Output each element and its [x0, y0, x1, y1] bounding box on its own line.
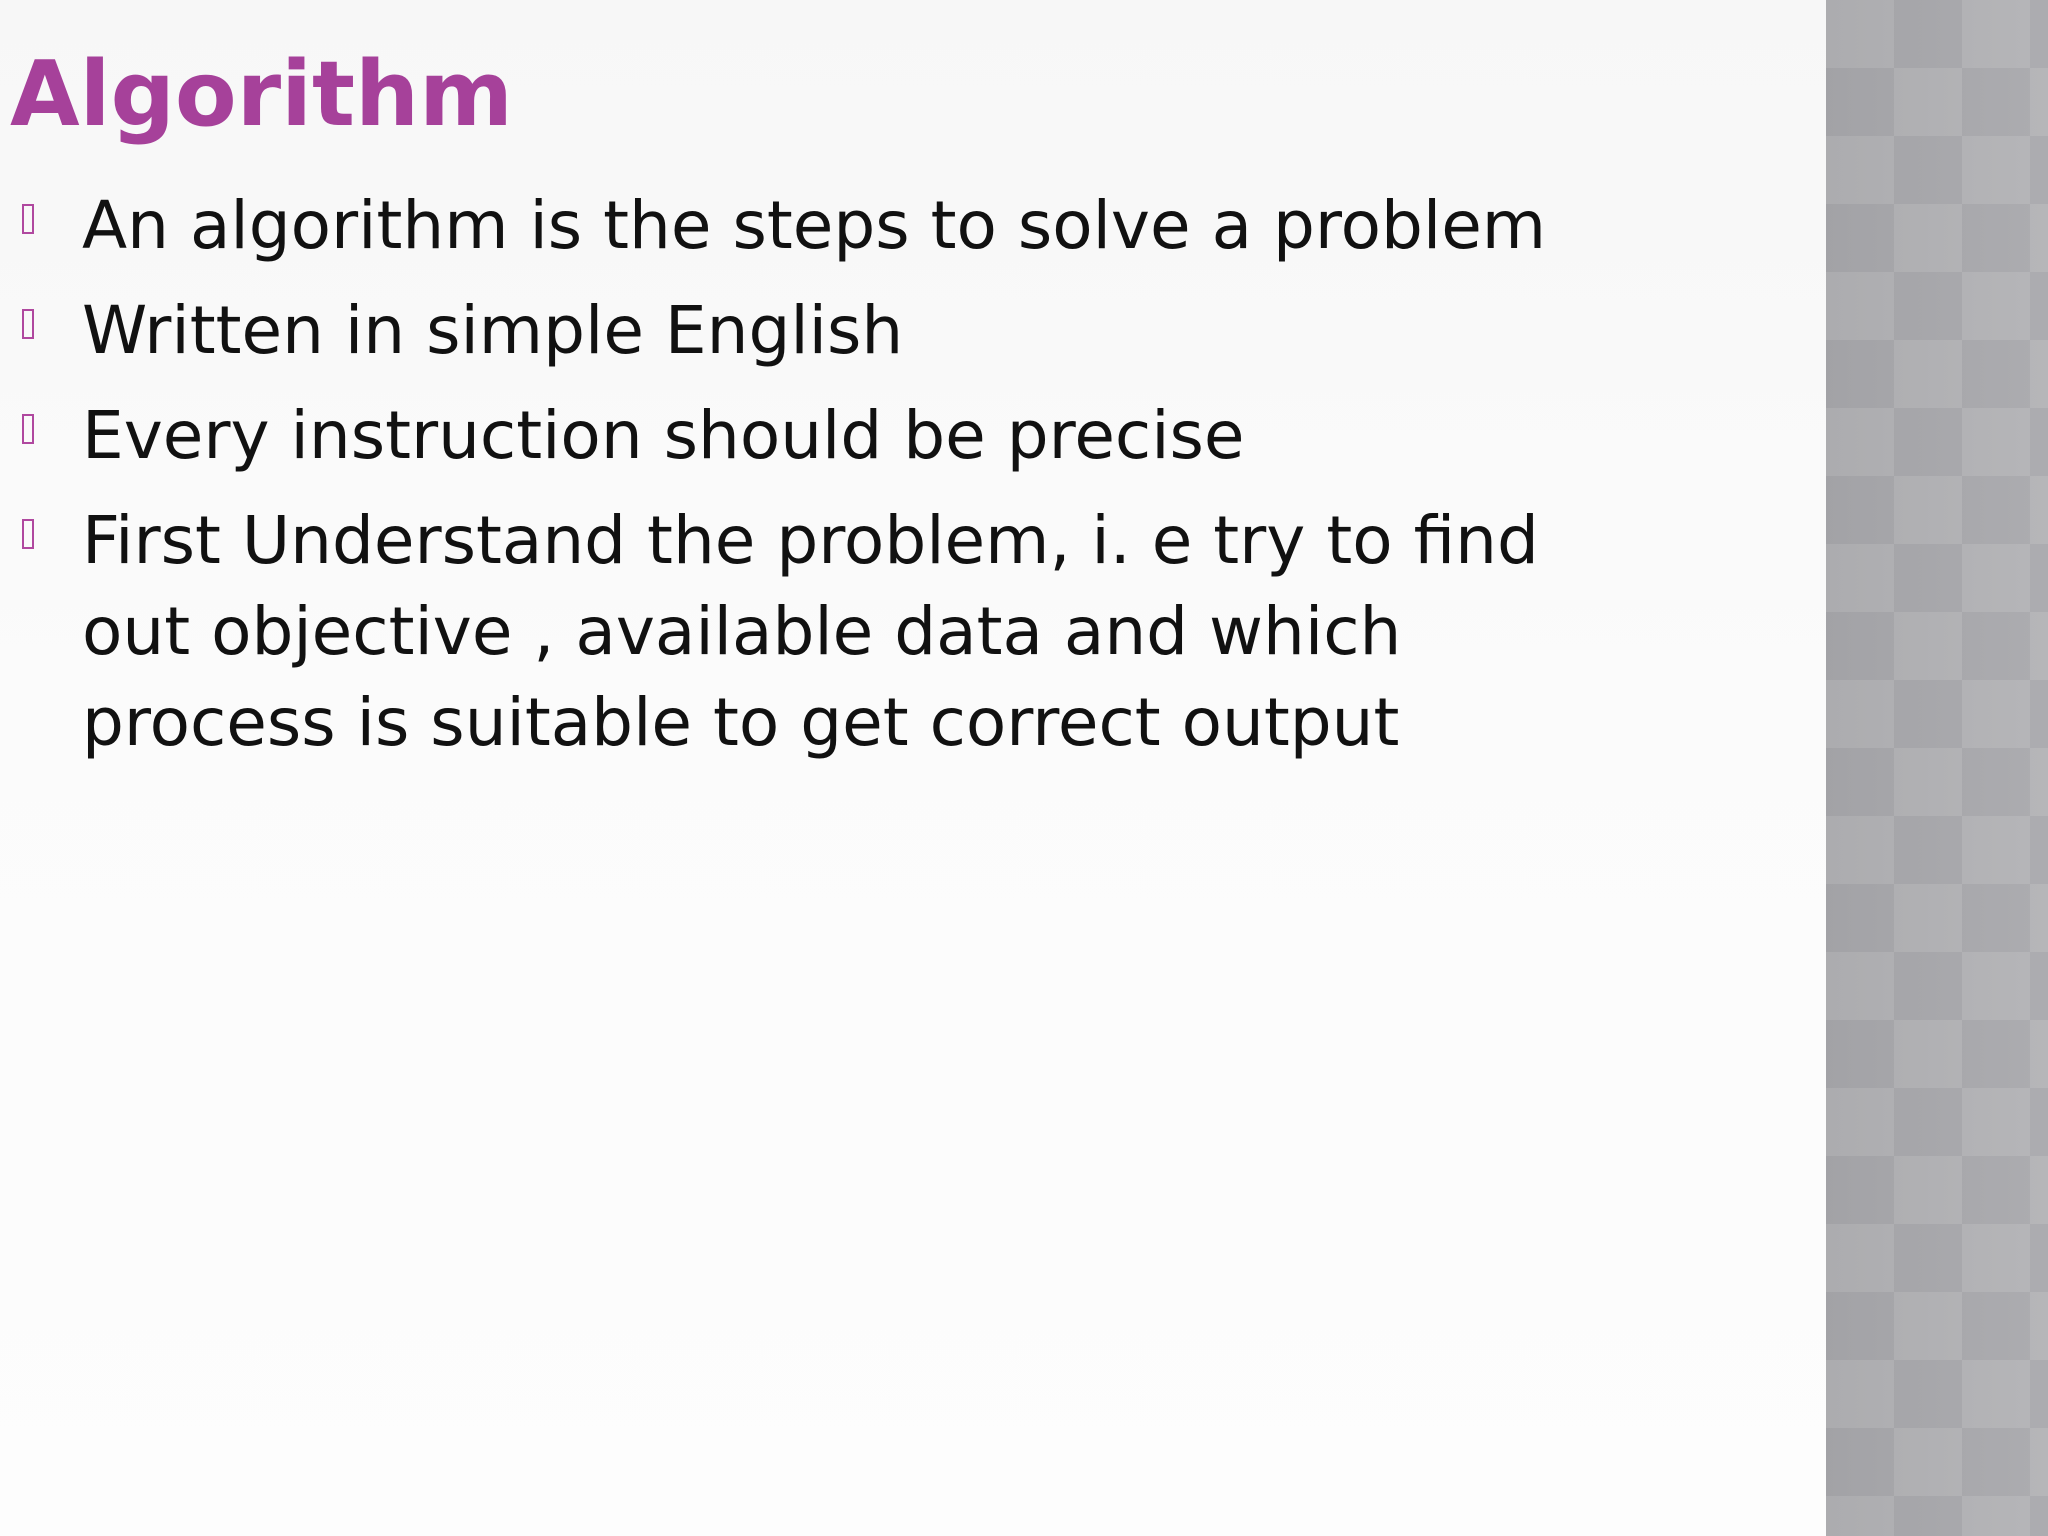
- bullet-item: [0, 180, 1660, 271]
- bullet-text: First Understand the problem, i. e try to find out objective , available data and which process is suitable to get correct output: [82, 502, 1539, 761]
- square-bullet-icon: [22, 414, 34, 444]
- square-bullet-icon: [22, 309, 34, 339]
- bullet-text: An algorithm is the steps to solve a problem: [82, 187, 1547, 264]
- bullet-item: [0, 285, 1660, 376]
- bullet-text: Every instruction should be precise: [82, 397, 1245, 474]
- bullet-item: [0, 390, 1660, 481]
- slide-title: Algorithm: [10, 42, 513, 147]
- square-bullet-icon: [22, 519, 34, 549]
- square-bullet-icon: [22, 204, 34, 234]
- bullet-item: [0, 495, 1660, 768]
- bullet-list: [0, 180, 1660, 782]
- bullet-text: Written in simple English: [82, 292, 904, 369]
- decorative-side-panel: [1826, 0, 2048, 1536]
